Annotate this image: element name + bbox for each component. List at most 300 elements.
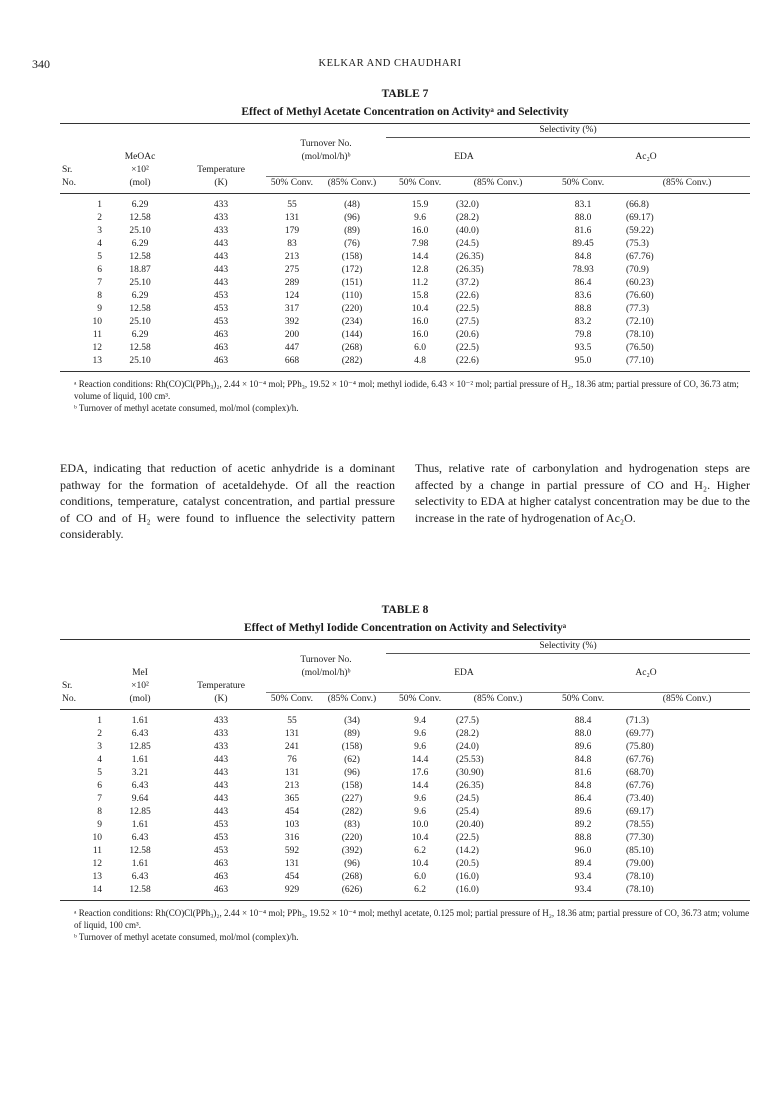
temperature-cell: 433 xyxy=(213,716,229,726)
temperature-cell: 463 xyxy=(213,343,229,353)
table-row xyxy=(60,342,750,355)
eda-85-cell: (25.4) xyxy=(456,807,479,817)
table-row xyxy=(60,212,750,225)
concentration-cell: 12.58 xyxy=(129,252,151,262)
temperature-cell: 453 xyxy=(213,846,229,856)
turnover-50-cell: 454 xyxy=(284,807,300,817)
turnover-85-cell: (76) xyxy=(344,239,360,249)
temperature-unit: (K) xyxy=(176,693,266,710)
ac2o-50-cell: 86.4 xyxy=(574,794,592,804)
ac2o-header: Ac₂O xyxy=(635,667,657,678)
turnover-50-cell: 213 xyxy=(284,252,300,262)
sr-no-cell: 4 xyxy=(97,239,102,249)
ac2o-85-cell: (78.55) xyxy=(626,820,654,830)
concentration-unit: (mol) xyxy=(104,177,176,194)
table-row xyxy=(60,303,750,316)
sr-no-cell: 7 xyxy=(97,794,102,804)
temperature-cell: 453 xyxy=(213,820,229,830)
conv85-header: (85% Conv.) xyxy=(318,693,386,710)
ac2o-85-cell: (72.10) xyxy=(626,317,654,327)
temperature-cell: 433 xyxy=(213,200,229,210)
sr-no-cell: 9 xyxy=(97,820,102,830)
eda-50-cell: 6.0 xyxy=(414,343,426,353)
turnover-85-cell: (158) xyxy=(341,781,363,791)
table-row xyxy=(60,238,750,251)
ac2o-50-cell: 83.6 xyxy=(574,291,592,301)
eda-50-cell: 16.0 xyxy=(411,317,429,327)
turnover-85-cell: (268) xyxy=(341,343,363,353)
concentration-cell: 6.29 xyxy=(131,200,149,210)
turnover-85-cell: (220) xyxy=(341,833,363,843)
temperature-cell: 443 xyxy=(213,278,229,288)
concentration-cell: 12.85 xyxy=(129,807,151,817)
table-row xyxy=(60,884,750,901)
eda-50-cell: 6.2 xyxy=(414,846,426,856)
temperature-cell: 453 xyxy=(213,291,229,301)
ac2o-85-cell: (77.3) xyxy=(626,304,649,314)
temperature-cell: 443 xyxy=(213,265,229,275)
table-row xyxy=(60,806,750,819)
ac2o-85-cell: (75.3) xyxy=(626,239,649,249)
temperature-header: Temperature xyxy=(197,680,245,691)
footnote-a: ᵃ Reaction conditions: Rh(CO)Cl(PPh₃)₂, 2.44 × 10⁻⁴ mol; PPh₃, 19.52 × 10⁻⁴ mol; methyl acetate, 0.125 mol; partial pressure of H₂, 18.36 atm; partial pressure of CO, 36.73 atm; volume of liquid, 100 cm³. xyxy=(74,908,750,930)
sr-no-cell: 13 xyxy=(92,872,102,882)
ac2o-85-cell: (85.10) xyxy=(626,846,654,856)
turnover-50-cell: 179 xyxy=(284,226,300,236)
table-row xyxy=(60,845,750,858)
sr-no-cell: 10 xyxy=(92,833,102,843)
eda-85-cell: (28.2) xyxy=(456,729,479,739)
concentration-cell: 12.85 xyxy=(129,742,151,752)
turnover-50-cell: 55 xyxy=(287,716,297,726)
concentration-cell: 25.10 xyxy=(104,355,176,372)
eda-50-cell: 6.0 xyxy=(414,872,426,882)
eda-50-cell: 16.0 xyxy=(411,226,429,236)
sr-no-cell: 1 xyxy=(97,200,102,210)
turnover-50-cell: 317 xyxy=(284,304,300,314)
turnover-50-cell: 929 xyxy=(266,884,318,901)
table-row xyxy=(60,728,750,741)
table-footnotes xyxy=(60,907,750,943)
temperature-cell: 443 xyxy=(213,794,229,804)
turnover-85-cell: (392) xyxy=(341,846,363,856)
turnover-50-cell: 316 xyxy=(284,833,300,843)
table-row xyxy=(60,225,750,238)
eda-85-cell: (24.5) xyxy=(456,239,479,249)
turnover-85-cell: (626) xyxy=(318,884,386,901)
eda-50-cell: 9.6 xyxy=(414,213,426,223)
ac2o-50-cell: 83.2 xyxy=(574,317,592,327)
turnover-50-cell: 447 xyxy=(284,343,300,353)
temperature-cell: 453 xyxy=(213,304,229,314)
temperature-header: Temperature xyxy=(197,164,245,175)
eda-85-cell: (20.40) xyxy=(456,820,484,830)
eda-85-cell: (26.35) xyxy=(456,265,484,275)
body-column-right: Thus, relative rate of carbonylation and hydrogenation steps are affected by a change in partial pressure of CO and H₂. Higher selectivity to EDA at higher catalyst concentration may be due to the increase in the rate of hydrogenation of Ac₂O. xyxy=(415,461,750,525)
table-row xyxy=(60,194,750,213)
concentration-cell: 12.58 xyxy=(129,304,151,314)
footnote-b: ᵇ Turnover of methyl acetate consumed, mol/mol (complex)/h. xyxy=(74,403,299,413)
turnover-85-cell: (282) xyxy=(341,807,363,817)
table-row xyxy=(60,858,750,871)
sr-no-cell: 6 xyxy=(97,781,102,791)
turnover-50-cell: 200 xyxy=(284,330,300,340)
table-row xyxy=(60,316,750,329)
concentration-cell: 1.61 xyxy=(131,755,149,765)
no-header: No. xyxy=(60,693,104,710)
eda-85-cell: (27.5) xyxy=(456,716,479,726)
ac2o-85-cell: (67.76) xyxy=(626,781,654,791)
ac2o-85-cell: (66.8) xyxy=(626,200,649,210)
temperature-cell: 453 xyxy=(213,833,229,843)
selectivity-header: Selectivity (%) xyxy=(386,640,750,654)
turnover-50-cell: 275 xyxy=(284,265,300,275)
sr-no-cell: 5 xyxy=(97,252,102,262)
turnover-85-cell: (96) xyxy=(344,213,360,223)
concentration-header: MeI xyxy=(132,667,148,678)
turnover-header: Turnover No. xyxy=(300,138,352,149)
table-label: TABLE 7 xyxy=(381,88,429,100)
ac2o-85-cell: (68.70) xyxy=(626,768,654,778)
turnover-unit: (mol/mol/h)ᵇ xyxy=(301,151,351,162)
ac2o-50-cell: 93.4 xyxy=(542,884,624,901)
turnover-85-cell: (89) xyxy=(344,729,360,739)
ac2o-85-cell: (76.60) xyxy=(626,291,654,301)
concentration-cell: 1.61 xyxy=(131,859,149,869)
turnover-50-cell: 103 xyxy=(284,820,300,830)
eda-50-cell: 14.4 xyxy=(411,252,429,262)
temperature-cell: 443 xyxy=(213,252,229,262)
temperature-cell: 443 xyxy=(213,781,229,791)
eda-85-cell: (20.6) xyxy=(456,330,479,340)
conv85-header: (85% Conv.) xyxy=(454,693,542,710)
turnover-85-cell: (144) xyxy=(341,330,363,340)
table-7-block xyxy=(60,85,750,414)
concentration-cell: 6.29 xyxy=(131,239,149,249)
table-row xyxy=(60,264,750,277)
ac2o-50-cell: 79.8 xyxy=(574,330,592,340)
concentration-cell: 6.43 xyxy=(131,781,149,791)
sr-no-cell: 6 xyxy=(97,265,102,275)
eda-85-cell: (14.2) xyxy=(456,846,479,856)
ac2o-85-cell: (75.80) xyxy=(626,742,654,752)
sr-no-cell: 9 xyxy=(97,304,102,314)
ac2o-85-cell: (73.40) xyxy=(626,794,654,804)
eda-85-cell: (37.2) xyxy=(456,278,479,288)
eda-85-cell: (32.0) xyxy=(456,200,479,210)
turnover-50-cell: 124 xyxy=(284,291,300,301)
ac2o-50-cell: 89.6 xyxy=(574,742,592,752)
temperature-cell: 463 xyxy=(213,330,229,340)
turnover-85-cell: (220) xyxy=(341,304,363,314)
eda-85-cell: (16.0) xyxy=(454,884,542,901)
table-body xyxy=(60,710,750,901)
conv50-header: 50% Conv. xyxy=(542,693,624,710)
turnover-85-cell: (268) xyxy=(341,872,363,882)
ac2o-85-cell: (69.17) xyxy=(626,213,654,223)
ac2o-85-cell: (67.76) xyxy=(626,252,654,262)
ac2o-50-cell: 83.1 xyxy=(574,200,592,210)
ac2o-50-cell: 93.4 xyxy=(574,872,592,882)
turnover-85-cell: (96) xyxy=(344,768,360,778)
sr-no-cell: 11 xyxy=(92,846,102,856)
eda-50-cell: 10.0 xyxy=(411,820,429,830)
body-column-left: EDA, indicating that reduction of acetic anhydride is a dominant pathway for the formation of acetaldehyde. Of all the reaction conditions, temperature, catalyst concentration, and partial pressure of CO and of H₂ were found to influence the selectivity pattern considerably. xyxy=(60,461,395,541)
temperature-cell: 463 xyxy=(176,355,266,372)
ac2o-50-cell: 78.93 xyxy=(572,265,594,275)
ac2o-50-cell: 81.6 xyxy=(574,226,592,236)
concentration-cell: 25.10 xyxy=(129,278,151,288)
eda-50-cell: 14.4 xyxy=(411,781,429,791)
turnover-50-cell: 454 xyxy=(284,872,300,882)
temperature-cell: 433 xyxy=(213,226,229,236)
eda-50-cell: 14.4 xyxy=(411,755,429,765)
sr-no-cell: 13 xyxy=(60,355,104,372)
table-row xyxy=(60,355,750,372)
ac2o-85-cell: (78.10) xyxy=(626,872,654,882)
ac2o-50-cell: 93.5 xyxy=(574,343,592,353)
running-head: KELKAR AND CHAUDHARI xyxy=(318,58,462,69)
eda-85-cell: (16.0) xyxy=(456,872,479,882)
eda-50-cell: 10.4 xyxy=(411,833,429,843)
sr-no-cell: 12 xyxy=(92,343,102,353)
eda-50-cell: 7.98 xyxy=(411,239,429,249)
no-header: No. xyxy=(60,177,104,194)
eda-85-cell: (20.5) xyxy=(456,859,479,869)
eda-50-cell: 17.6 xyxy=(411,768,429,778)
sr-no-cell: 10 xyxy=(92,317,102,327)
turnover-85-cell: (234) xyxy=(341,317,363,327)
turnover-50-cell: 592 xyxy=(284,846,300,856)
sr-no-cell: 8 xyxy=(97,807,102,817)
ac2o-header: Ac₂O xyxy=(635,151,657,162)
sr-no-cell: 14 xyxy=(60,884,104,901)
sr-no-cell: 5 xyxy=(97,768,102,778)
ac2o-50-cell: 84.8 xyxy=(574,252,592,262)
eda-85-cell: (26.35) xyxy=(456,781,484,791)
ac2o-50-cell: 88.8 xyxy=(574,833,592,843)
conv85-header: (85% Conv.) xyxy=(624,693,750,710)
ac2o-50-cell: 89.6 xyxy=(574,807,592,817)
ac2o-85-cell: (78.10) xyxy=(624,884,750,901)
temperature-cell: 463 xyxy=(176,884,266,901)
ac2o-85-cell: (59.22) xyxy=(626,226,654,236)
concentration-cell: 18.87 xyxy=(129,265,151,275)
temperature-cell: 433 xyxy=(213,729,229,739)
ac2o-50-cell: 88.8 xyxy=(574,304,592,314)
turnover-50-cell: 213 xyxy=(284,781,300,791)
eda-85-cell: (22.5) xyxy=(456,833,479,843)
page-header xyxy=(32,57,748,73)
table-caption: Effect of Methyl Acetate Concentration on Activityᵃ and Selectivity xyxy=(241,106,569,118)
table-footnotes xyxy=(60,378,750,414)
footnote-a: ᵃ Reaction conditions: Rh(CO)Cl(PPh₃)₂, 2.44 × 10⁻⁴ mol; PPh₃, 19.52 × 10⁻⁴ mol; methyl iodide, 6.43 × 10⁻² mol; partial pressure of H₂, 18.36 atm; partial pressure of CO, 36.73 atm; volume of liquid, 100 cm³. xyxy=(74,379,739,401)
sr-no-cell: 7 xyxy=(97,278,102,288)
conv50-header: 50% Conv. xyxy=(266,693,318,710)
table-row xyxy=(60,741,750,754)
sr-no-cell: 2 xyxy=(97,213,102,223)
turnover-85-cell: (110) xyxy=(341,291,363,301)
table-row xyxy=(60,290,750,303)
footnote-b: ᵇ Turnover of methyl acetate consumed, mol/mol (complex)/h. xyxy=(74,932,299,942)
concentration-cell: 12.58 xyxy=(104,884,176,901)
ac2o-85-cell: (76.50) xyxy=(626,343,654,353)
turnover-85-cell: (96) xyxy=(344,859,360,869)
ac2o-50-cell: 84.8 xyxy=(574,755,592,765)
turnover-50-cell: 131 xyxy=(284,213,300,223)
turnover-50-cell: 289 xyxy=(284,278,300,288)
turnover-50-cell: 241 xyxy=(284,742,300,752)
sr-header: Sr. xyxy=(62,680,73,691)
table-label: TABLE 8 xyxy=(381,604,429,616)
turnover-50-cell: 131 xyxy=(284,859,300,869)
eda-50-cell: 9.6 xyxy=(414,729,426,739)
concentration-unit: (mol) xyxy=(104,693,176,710)
eda-50-cell: 12.8 xyxy=(411,265,429,275)
eda-85-cell: (24.5) xyxy=(456,794,479,804)
eda-85-cell: (22.6) xyxy=(454,355,542,372)
conv50-header: 50% Conv. xyxy=(386,693,454,710)
concentration-cell: 3.21 xyxy=(131,768,149,778)
concentration-cell: 25.10 xyxy=(129,317,151,327)
ac2o-85-cell: (60.23) xyxy=(626,278,654,288)
conv50-header: 50% Conv. xyxy=(542,177,624,194)
turnover-50-cell: 55 xyxy=(287,200,297,210)
table-row xyxy=(60,277,750,290)
table-row xyxy=(60,832,750,845)
eda-header: EDA xyxy=(454,151,474,162)
ac2o-50-cell: 86.4 xyxy=(574,278,592,288)
eda-85-cell: (24.0) xyxy=(456,742,479,752)
sr-no-cell: 3 xyxy=(97,742,102,752)
eda-85-cell: (25.53) xyxy=(456,755,484,765)
turnover-50-cell: 83 xyxy=(287,239,297,249)
eda-50-cell: 15.8 xyxy=(411,291,429,301)
turnover-85-cell: (34) xyxy=(344,716,360,726)
turnover-85-cell: (158) xyxy=(341,742,363,752)
ac2o-50-cell: 81.6 xyxy=(574,768,592,778)
temperature-cell: 463 xyxy=(213,859,229,869)
table-8-block xyxy=(60,601,750,943)
ac2o-85-cell: (69.77) xyxy=(626,729,654,739)
table-row xyxy=(60,767,750,780)
eda-50-cell: 4.8 xyxy=(386,355,454,372)
eda-50-cell: 15.9 xyxy=(411,200,429,210)
eda-50-cell: 10.4 xyxy=(411,304,429,314)
eda-85-cell: (26.35) xyxy=(456,252,484,262)
eda-85-cell: (22.5) xyxy=(456,304,479,314)
temperature-cell: 443 xyxy=(213,239,229,249)
concentration-cell: 6.29 xyxy=(131,330,149,340)
turnover-85-cell: (83) xyxy=(344,820,360,830)
table-row xyxy=(60,754,750,767)
turnover-unit: (mol/mol/h)ᵇ xyxy=(301,667,351,678)
eda-85-cell: (27.5) xyxy=(456,317,479,327)
turnover-50-cell: 131 xyxy=(284,768,300,778)
sr-no-cell: 11 xyxy=(92,330,102,340)
eda-50-cell: 9.6 xyxy=(414,794,426,804)
temperature-cell: 443 xyxy=(213,755,229,765)
concentration-cell: 1.61 xyxy=(131,716,149,726)
eda-85-cell: (30.90) xyxy=(456,768,484,778)
ac2o-85-cell: (77.10) xyxy=(624,355,750,372)
eda-50-cell: 9.6 xyxy=(414,807,426,817)
temperature-cell: 463 xyxy=(213,872,229,882)
ac2o-50-cell: 88.0 xyxy=(574,729,592,739)
ac2o-50-cell: 88.0 xyxy=(574,213,592,223)
ac2o-50-cell: 96.0 xyxy=(574,846,592,856)
conv50-header: 50% Conv. xyxy=(266,177,318,194)
ac2o-50-cell: 88.4 xyxy=(574,716,592,726)
turnover-85-cell: (62) xyxy=(344,755,360,765)
conv85-header: (85% Conv.) xyxy=(624,177,750,194)
ac2o-50-cell: 89.4 xyxy=(574,859,592,869)
turnover-50-cell: 131 xyxy=(284,729,300,739)
table-row xyxy=(60,793,750,806)
temperature-cell: 443 xyxy=(213,807,229,817)
turnover-85-cell: (48) xyxy=(344,200,360,210)
turnover-50-cell: 76 xyxy=(287,755,297,765)
table-caption: Effect of Methyl Iodide Concentration on Activity and Selectivityᵃ xyxy=(243,622,567,634)
ac2o-85-cell: (78.10) xyxy=(626,330,654,340)
ac2o-85-cell: (67.76) xyxy=(626,755,654,765)
concentration-cell: 25.10 xyxy=(129,226,151,236)
table-row xyxy=(60,819,750,832)
turnover-85-cell: (89) xyxy=(344,226,360,236)
sr-header: Sr. xyxy=(62,164,73,175)
sr-no-cell: 3 xyxy=(97,226,102,236)
ac2o-85-cell: (69.17) xyxy=(626,807,654,817)
table-row xyxy=(60,871,750,884)
eda-header: EDA xyxy=(454,667,474,678)
temperature-cell: 443 xyxy=(213,768,229,778)
concentration-cell: 6.43 xyxy=(131,872,149,882)
turnover-85-cell: (151) xyxy=(341,278,363,288)
table-row xyxy=(60,710,750,729)
ac2o-85-cell: (79.00) xyxy=(626,859,654,869)
turnover-85-cell: (282) xyxy=(318,355,386,372)
eda-50-cell: 16.0 xyxy=(411,330,429,340)
conv85-header: (85% Conv.) xyxy=(454,177,542,194)
ac2o-85-cell: (71.3) xyxy=(626,716,649,726)
ac2o-85-cell: (70.9) xyxy=(626,265,649,275)
turnover-85-cell: (172) xyxy=(341,265,363,275)
temperature-cell: 433 xyxy=(213,213,229,223)
data-table xyxy=(60,639,750,901)
ac2o-50-cell: 95.0 xyxy=(542,355,624,372)
concentration-cell: 6.43 xyxy=(131,729,149,739)
eda-50-cell: 6.2 xyxy=(386,884,454,901)
eda-85-cell: (40.0) xyxy=(456,226,479,236)
ac2o-85-cell: (77.30) xyxy=(626,833,654,843)
sr-no-cell: 12 xyxy=(92,859,102,869)
data-table xyxy=(60,123,750,372)
turnover-50-cell: 392 xyxy=(284,317,300,327)
concentration-header: MeOAc xyxy=(124,151,156,162)
turnover-header: Turnover No. xyxy=(300,654,352,665)
page-number: 340 xyxy=(32,57,50,71)
table-row xyxy=(60,251,750,264)
turnover-85-cell: (158) xyxy=(341,252,363,262)
ac2o-50-cell: 84.8 xyxy=(574,781,592,791)
concentration-cell: 9.64 xyxy=(131,794,149,804)
turnover-50-cell: 365 xyxy=(284,794,300,804)
sr-no-cell: 1 xyxy=(97,716,102,726)
concentration-cell: 6.43 xyxy=(131,833,149,843)
eda-85-cell: (22.5) xyxy=(456,343,479,353)
concentration-cell: 12.58 xyxy=(129,213,151,223)
sr-no-cell: 4 xyxy=(97,755,102,765)
